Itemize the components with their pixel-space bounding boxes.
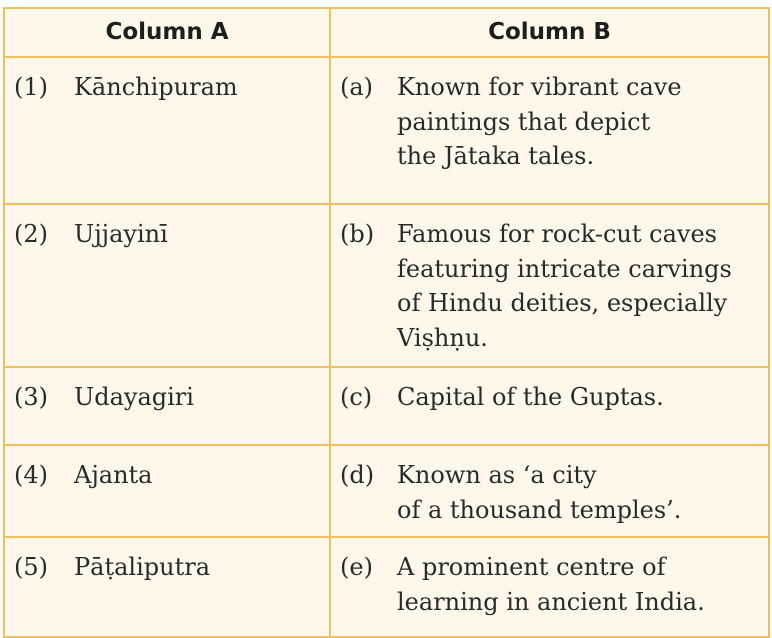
item-letter: (c): [340, 383, 373, 411]
column-a-cell: [4, 57, 330, 204]
place-name: Ujjayinī: [74, 220, 168, 248]
column-b-header: Column B: [330, 8, 769, 57]
table-row: [4, 57, 769, 204]
column-a-cell: [4, 367, 330, 445]
place-name: Kānchipuram: [74, 73, 238, 101]
place-name: Ajanta: [74, 461, 153, 489]
item-number: (1): [14, 73, 48, 101]
table-row: [4, 204, 769, 367]
table-header-row: [4, 8, 769, 57]
item-letter: (e): [340, 553, 373, 581]
column-b-cell: [330, 57, 769, 204]
place-description: Known for vibrant cave paintings that depict the Jātaka tales.: [397, 73, 682, 170]
column-b-cell: [330, 445, 769, 537]
place-name: Udayagiri: [74, 383, 194, 411]
item-number: (4): [14, 461, 48, 489]
place-description: Known as ‘a city of a thousand temples’.: [397, 461, 682, 524]
place-description: A prominent centre of learning in ancient India.: [397, 553, 705, 616]
column-b-cell: [330, 204, 769, 367]
item-number: (5): [14, 553, 48, 581]
place-name: Pāṭaliputra: [74, 553, 211, 581]
column-b-cell: [330, 537, 769, 637]
column-a-cell: [4, 204, 330, 367]
place-description: Famous for rock-cut caves featuring intricate carvings of Hindu deities, especially Viṣhṇu.: [397, 220, 732, 352]
item-letter: (d): [340, 461, 375, 489]
column-a-header: Column A: [4, 8, 330, 57]
column-b-cell: [330, 367, 769, 445]
item-number: (3): [14, 383, 48, 411]
item-letter: (b): [340, 220, 375, 248]
table-row: [4, 537, 769, 637]
item-number: (2): [14, 220, 48, 248]
table-row: [4, 445, 769, 537]
column-a-cell: [4, 537, 330, 637]
place-description: Capital of the Guptas.: [397, 383, 664, 411]
table-row: [4, 367, 769, 445]
column-a-cell: [4, 445, 330, 537]
item-letter: (a): [340, 73, 374, 101]
match-the-columns-table: [3, 7, 770, 638]
